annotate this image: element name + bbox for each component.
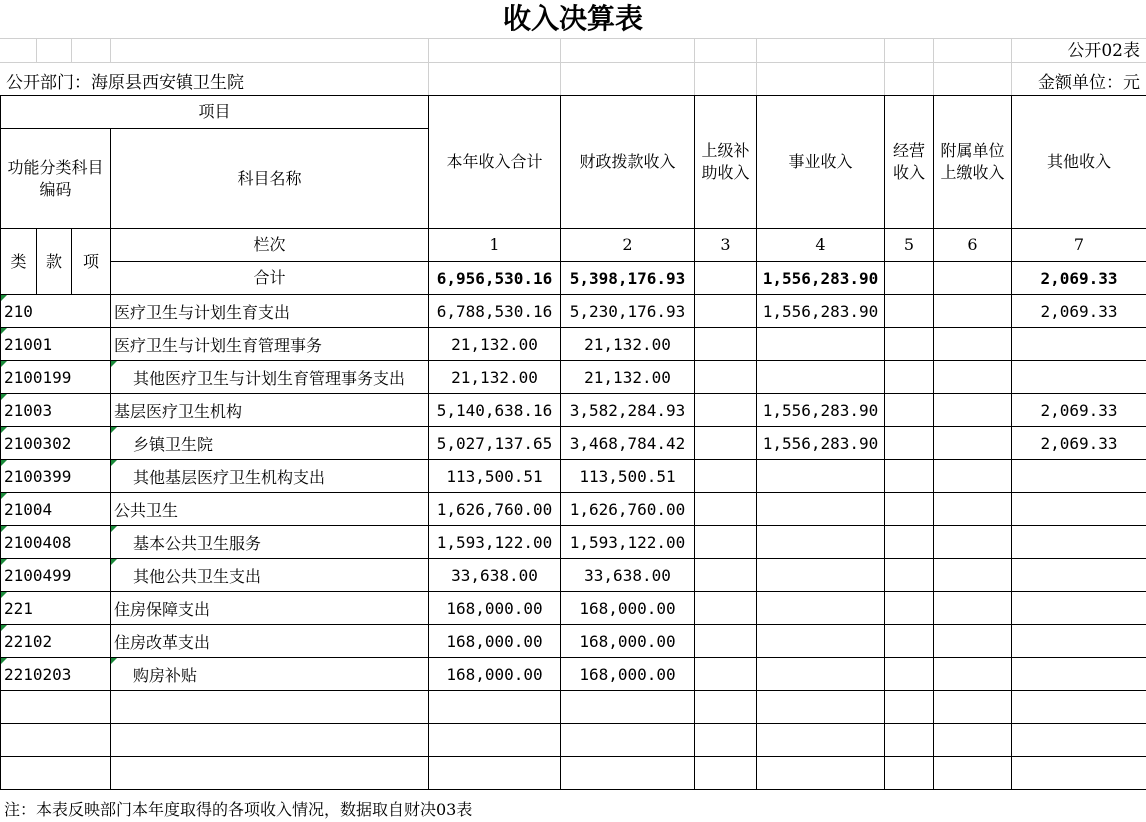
total-cell: 1,556,283.90 xyxy=(757,262,885,295)
header-heji: 合计 xyxy=(111,262,429,295)
empty-cell xyxy=(934,757,1012,790)
table-row xyxy=(1,493,1146,526)
total-cell xyxy=(885,262,934,295)
header-xiang: 项 xyxy=(72,229,111,295)
table-row xyxy=(1,658,1146,691)
row-code: 21003 xyxy=(1,394,111,427)
row-value: 2,069.33 xyxy=(1012,295,1146,328)
form-code: 公开02表 xyxy=(1067,41,1140,61)
row-code: 2100199 xyxy=(1,361,111,394)
income-table xyxy=(0,95,1146,790)
empty-cell xyxy=(1,757,111,790)
header-col-6: 附属单位上缴收入 xyxy=(934,96,1012,229)
row-value xyxy=(757,592,885,625)
empty-cell xyxy=(695,691,757,724)
row-name: 乡镇卫生院 xyxy=(111,427,429,460)
col-num: 6 xyxy=(934,229,1012,262)
row-value: 5,027,137.65 xyxy=(429,427,561,460)
row-value: 1,556,283.90 xyxy=(757,394,885,427)
row-code: 2100499 xyxy=(1,559,111,592)
row-value xyxy=(934,559,1012,592)
row-name: 公共卫生 xyxy=(111,493,429,526)
row-value xyxy=(934,328,1012,361)
header-lei: 类 xyxy=(1,229,37,295)
table-row xyxy=(1,394,1146,427)
table-row xyxy=(1,592,1146,625)
empty-cell xyxy=(429,757,561,790)
row-value xyxy=(1012,460,1146,493)
row-value xyxy=(1012,493,1146,526)
row-value xyxy=(885,394,934,427)
empty-cell xyxy=(1012,757,1146,790)
row-name: 基本公共卫生服务 xyxy=(111,526,429,559)
row-value xyxy=(695,394,757,427)
row-value xyxy=(934,427,1012,460)
row-value xyxy=(885,328,934,361)
row-value: 168,000.00 xyxy=(429,658,561,691)
row-value xyxy=(885,427,934,460)
empty-cell xyxy=(695,757,757,790)
row-value: 1,593,122.00 xyxy=(561,526,695,559)
row-name: 基层医疗卫生机构 xyxy=(111,394,429,427)
row-value xyxy=(885,658,934,691)
row-value xyxy=(885,493,934,526)
row-value: 3,468,784.42 xyxy=(561,427,695,460)
row-value: 2,069.33 xyxy=(1012,427,1146,460)
row-value xyxy=(757,328,885,361)
header-col-1: 本年收入合计 xyxy=(429,96,561,229)
total-cell xyxy=(695,262,757,295)
row-value: 1,556,283.90 xyxy=(757,295,885,328)
empty-row xyxy=(1,724,1146,757)
row-value xyxy=(695,427,757,460)
empty-cell xyxy=(934,724,1012,757)
empty-cell xyxy=(757,757,885,790)
row-value xyxy=(885,559,934,592)
row-name: 其他医疗卫生与计划生育管理事务支出 xyxy=(111,361,429,394)
row-value xyxy=(695,625,757,658)
row-value xyxy=(695,658,757,691)
row-name: 医疗卫生与计划生育支出 xyxy=(111,295,429,328)
row-value: 5,140,638.16 xyxy=(429,394,561,427)
row-value: 33,638.00 xyxy=(429,559,561,592)
header-lanci: 栏次 xyxy=(111,229,429,262)
row-value xyxy=(934,361,1012,394)
col-num: 3 xyxy=(695,229,757,262)
total-cell: 5,398,176.93 xyxy=(561,262,695,295)
department-label: 公开部门：海原县西安镇卫生院 xyxy=(6,73,244,93)
empty-cell xyxy=(1012,691,1146,724)
row-value xyxy=(695,559,757,592)
row-value xyxy=(885,526,934,559)
row-value: 113,500.51 xyxy=(429,460,561,493)
row-value xyxy=(885,295,934,328)
row-value xyxy=(1012,658,1146,691)
empty-cell xyxy=(757,691,885,724)
empty-cell xyxy=(111,691,429,724)
row-value xyxy=(934,592,1012,625)
row-value xyxy=(934,526,1012,559)
row-value: 3,582,284.93 xyxy=(561,394,695,427)
row-value xyxy=(757,460,885,493)
col-num: 4 xyxy=(757,229,885,262)
row-value xyxy=(695,328,757,361)
row-value xyxy=(1012,592,1146,625)
col-num: 1 xyxy=(429,229,561,262)
row-value xyxy=(1012,526,1146,559)
row-value xyxy=(695,361,757,394)
row-name: 住房保障支出 xyxy=(111,592,429,625)
total-cell: 2,069.33 xyxy=(1012,262,1146,295)
row-value: 1,626,760.00 xyxy=(429,493,561,526)
row-code: 2100399 xyxy=(1,460,111,493)
empty-cell xyxy=(1012,724,1146,757)
row-value: 168,000.00 xyxy=(429,625,561,658)
empty-cell xyxy=(429,724,561,757)
header-col-2: 财政拨款收入 xyxy=(561,96,695,229)
row-value: 33,638.00 xyxy=(561,559,695,592)
row-name: 住房改革支出 xyxy=(111,625,429,658)
row-code: 2100302 xyxy=(1,427,111,460)
header-col-4: 事业收入 xyxy=(757,96,885,229)
row-value: 1,626,760.00 xyxy=(561,493,695,526)
row-value xyxy=(885,361,934,394)
row-value xyxy=(695,526,757,559)
row-value xyxy=(934,295,1012,328)
row-value xyxy=(757,361,885,394)
row-value xyxy=(695,460,757,493)
footnote: 注：本表反映部门本年度取得的各项收入情况，数据取自财决03表 xyxy=(4,800,473,819)
empty-cell xyxy=(757,724,885,757)
table-row xyxy=(1,460,1146,493)
row-value xyxy=(934,493,1012,526)
row-value xyxy=(1012,361,1146,394)
empty-cell xyxy=(111,724,429,757)
row-code: 21004 xyxy=(1,493,111,526)
empty-cell xyxy=(111,757,429,790)
row-value: 21,132.00 xyxy=(561,361,695,394)
table-row xyxy=(1,625,1146,658)
row-value xyxy=(757,526,885,559)
row-code: 221 xyxy=(1,592,111,625)
row-value: 5,230,176.93 xyxy=(561,295,695,328)
row-value xyxy=(934,625,1012,658)
row-value xyxy=(757,625,885,658)
row-value: 168,000.00 xyxy=(429,592,561,625)
row-value xyxy=(1012,328,1146,361)
empty-row xyxy=(1,757,1146,790)
header-func-code: 功能分类科目编码 xyxy=(1,129,111,229)
row-value: 168,000.00 xyxy=(561,658,695,691)
row-value: 21,132.00 xyxy=(561,328,695,361)
row-value xyxy=(885,460,934,493)
header-col-7: 其他收入 xyxy=(1012,96,1146,229)
table-row xyxy=(1,559,1146,592)
header-item: 项目 xyxy=(1,96,429,129)
row-name: 医疗卫生与计划生育管理事务 xyxy=(111,328,429,361)
total-cell: 6,956,530.16 xyxy=(429,262,561,295)
empty-cell xyxy=(1,724,111,757)
row-name: 其他公共卫生支出 xyxy=(111,559,429,592)
row-value: 113,500.51 xyxy=(561,460,695,493)
row-value xyxy=(934,394,1012,427)
row-value: 21,132.00 xyxy=(429,328,561,361)
empty-cell xyxy=(934,691,1012,724)
row-code: 2210203 xyxy=(1,658,111,691)
page-title: 收入决算表 xyxy=(502,2,643,35)
table-row xyxy=(1,427,1146,460)
row-value: 168,000.00 xyxy=(561,625,695,658)
table-row xyxy=(1,328,1146,361)
row-code: 210 xyxy=(1,295,111,328)
total-cell xyxy=(934,262,1012,295)
row-value xyxy=(1012,559,1146,592)
row-value xyxy=(757,559,885,592)
row-name: 其他基层医疗卫生机构支出 xyxy=(111,460,429,493)
header-col-5: 经营收入 xyxy=(885,96,934,229)
empty-cell xyxy=(561,757,695,790)
row-value: 21,132.00 xyxy=(429,361,561,394)
empty-cell xyxy=(429,691,561,724)
row-value xyxy=(695,295,757,328)
row-value: 6,788,530.16 xyxy=(429,295,561,328)
header-kuan: 款 xyxy=(37,229,72,295)
empty-cell xyxy=(561,691,695,724)
row-code: 21001 xyxy=(1,328,111,361)
table-row xyxy=(1,295,1146,328)
row-value xyxy=(934,658,1012,691)
row-value: 168,000.00 xyxy=(561,592,695,625)
table-row xyxy=(1,526,1146,559)
totals-row xyxy=(1,262,1146,295)
row-value xyxy=(695,493,757,526)
row-value xyxy=(695,592,757,625)
row-value xyxy=(757,493,885,526)
table-row xyxy=(1,361,1146,394)
unit-label: 金额单位：元 xyxy=(1038,73,1140,93)
header-subject-name: 科目名称 xyxy=(111,129,429,229)
row-value xyxy=(934,460,1012,493)
row-value: 1,556,283.90 xyxy=(757,427,885,460)
empty-cell xyxy=(1,691,111,724)
empty-cell xyxy=(885,724,934,757)
row-name: 购房补贴 xyxy=(111,658,429,691)
row-value: 1,593,122.00 xyxy=(429,526,561,559)
row-code: 22102 xyxy=(1,625,111,658)
row-value xyxy=(885,625,934,658)
col-num: 5 xyxy=(885,229,934,262)
header-col-3: 上级补助收入 xyxy=(695,96,757,229)
row-code: 2100408 xyxy=(1,526,111,559)
col-num: 2 xyxy=(561,229,695,262)
empty-cell xyxy=(695,724,757,757)
empty-row xyxy=(1,691,1146,724)
row-value xyxy=(757,658,885,691)
row-value xyxy=(885,592,934,625)
row-value xyxy=(1012,625,1146,658)
empty-cell xyxy=(885,691,934,724)
col-num: 7 xyxy=(1012,229,1146,262)
row-value: 2,069.33 xyxy=(1012,394,1146,427)
empty-cell xyxy=(885,757,934,790)
empty-cell xyxy=(561,724,695,757)
